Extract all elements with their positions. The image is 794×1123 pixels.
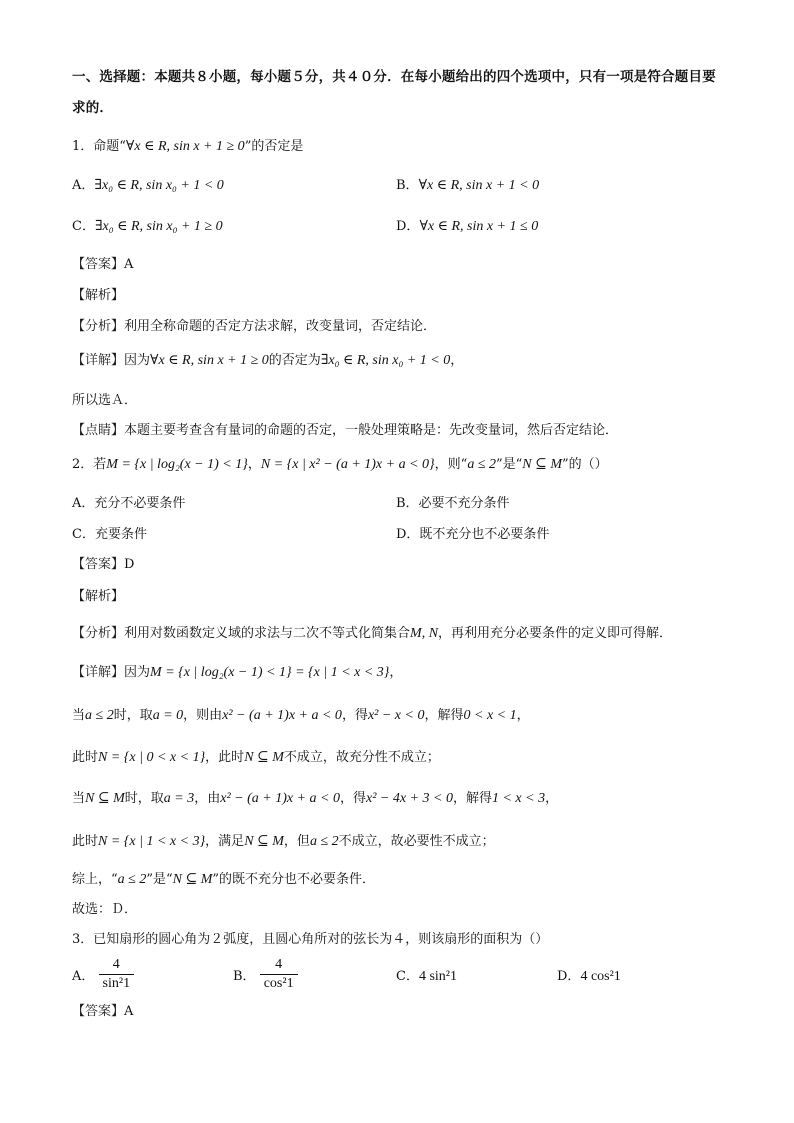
q2-d2-m2: a = 0 <box>152 708 184 723</box>
q2-d2-d: ，得 <box>341 708 368 723</box>
q2-detail-line6 <box>72 871 375 889</box>
q2-d2-c: ，则由 <box>183 708 223 723</box>
q2-d3-a: 此时 <box>72 750 99 765</box>
q2-d4-b: 时，取 <box>124 791 164 806</box>
q2-stem-cond1: a ≤ 2 <box>467 457 496 472</box>
q2-fenxi-math: M, N <box>410 626 439 641</box>
q3-option-b <box>233 956 298 993</box>
q2-stem <box>72 456 608 474</box>
q2-d6-a: 综上，“ <box>72 872 118 887</box>
q1-dianjing-text: 本题主要考查含有量词的命题的否定，一般处理策略是：先改变量词，然后否定结论． <box>124 423 619 438</box>
q1-option-d-math: ∀x ∈ R, sin x + 1 ≤ 0 <box>419 219 539 234</box>
q2-stem-set-m: M = {x | log₂(x − 1) < 1} <box>106 457 248 472</box>
q2-stem-tail1: ，则“ <box>434 457 468 472</box>
q2-detail-line5 <box>72 833 495 851</box>
answer-label: 【答案】 <box>72 557 125 572</box>
q3-option-b-denominator: cos²1 <box>263 976 294 991</box>
q2-d6-b: ”是“ <box>146 872 173 887</box>
q1-option-a-label: A． <box>72 178 95 193</box>
q2-d2-f: ， <box>516 708 530 723</box>
q1-option-d-label: D． <box>396 219 420 234</box>
q2-d3-m1: N = {x | 0 < x < 1} <box>98 750 206 765</box>
xiangjie-label: 【详解】 <box>72 353 125 368</box>
q2-d5-m1: N = {x | 1 < x < 3} <box>98 834 206 849</box>
q2-d4-d: ，得 <box>339 791 366 806</box>
q1-dianjing <box>72 422 618 440</box>
q3-option-a-label: A． <box>72 969 95 984</box>
q2-d1-b: ， <box>389 665 403 680</box>
q2-stem-sep: ， <box>247 457 261 472</box>
q2-d4-m5: 1 < x < 3 <box>491 791 546 806</box>
q1-option-b-math: ∀x ∈ R, sin x + 1 < 0 <box>418 178 540 193</box>
q1-detail-prefix: 因为 <box>124 353 151 368</box>
q1-option-c <box>72 218 223 236</box>
q2-stem-tail3: ”的（） <box>562 457 608 472</box>
q1-stem-suffix: ”的否定是 <box>244 139 304 154</box>
q2-detail-line2 <box>72 707 530 725</box>
q2-d4-m4: x² − 4x + 3 < 0 <box>366 791 453 806</box>
xiangjie-label: 【详解】 <box>72 665 125 680</box>
q1-detail-end: ， <box>450 353 464 368</box>
q2-d6-c: ”的既不充分也不必要条件． <box>212 872 376 887</box>
q2-d5-b: ，满足 <box>205 834 245 849</box>
q3-answer-value: A <box>124 1004 134 1019</box>
q2-fenxi-b: ，再利用充分必要条件的定义即可得解． <box>438 626 673 641</box>
q3-option-a-fraction <box>99 956 135 993</box>
dianjing-label: 【点睛】 <box>72 423 125 438</box>
q3-option-b-fraction <box>260 956 298 993</box>
q3-option-b-label: B． <box>233 969 256 984</box>
q2-d4-e: ，解得 <box>452 791 492 806</box>
q2-detail-line3 <box>72 749 440 767</box>
q1-option-c-math: ∃x₀ ∈ R, sin x₀ + 1 ≥ 0 <box>94 219 223 234</box>
q3-option-c-label: C． <box>396 969 419 984</box>
q2-d2-a: 当 <box>72 708 86 723</box>
q3-option-d-math: 4 cos²1 <box>580 969 621 984</box>
q1-stem <box>72 138 303 156</box>
q2-d5-c: ，但 <box>283 834 310 849</box>
q1-option-a <box>72 177 224 195</box>
q2-d1-math: M = {x | log₂(x − 1) < 1} = {x | 1 < x < 3} <box>150 665 390 680</box>
q3-option-c <box>396 968 457 986</box>
q1-detail-math1: ∀x ∈ R, sin x + 1 ≥ 0 <box>150 353 269 368</box>
q2-stem-num: 2．若 <box>72 457 107 472</box>
q2-d2-m3: x² − (a + 1)x + a < 0 <box>222 708 342 723</box>
q2-d6-m1: a ≤ 2 <box>117 872 147 887</box>
q2-fenxi <box>72 625 672 643</box>
q2-option-b: B．必要不充分条件 <box>396 496 510 511</box>
q2-d5-m2: N ⊆ M <box>244 834 284 849</box>
q2-d3-b: ，此时 <box>205 750 245 765</box>
q2-d4-m3: x² − (a + 1)x + a < 0 <box>220 791 340 806</box>
q2-analysis-label: 【解析】 <box>72 589 125 604</box>
q2-d2-m4: x² − x < 0 <box>367 708 425 723</box>
q2-d3-c: 不成立，故充分性不成立； <box>283 750 440 765</box>
section-heading-line2: 求的． <box>72 100 114 116</box>
q3-answer <box>72 1003 133 1021</box>
q2-conclusion: 故选：Ｄ． <box>72 902 138 917</box>
q2-d2-m1: a ≤ 2 <box>85 708 114 723</box>
q2-stem-set-n: N = {x | x² − (a + 1)x + a < 0} <box>260 457 435 472</box>
q3-option-d <box>557 968 621 986</box>
q2-d4-c: ，由 <box>194 791 221 806</box>
answer-label: 【答案】 <box>72 257 125 272</box>
q2-option-a: A．充分不必要条件 <box>72 496 186 511</box>
q2-d1-a: 因为 <box>124 665 151 680</box>
q2-option-d: D．既不充分也不必要条件 <box>396 527 550 542</box>
q2-option-c: C．充要条件 <box>72 527 147 542</box>
answer-label: 【答案】 <box>72 1004 125 1019</box>
q1-option-d <box>396 218 538 236</box>
fenxi-label: 【分析】 <box>72 626 125 641</box>
q1-option-b-label: B． <box>396 178 419 193</box>
q2-d5-m3: a ≤ 2 <box>309 834 339 849</box>
q3-option-a-numerator: 4 <box>99 956 135 975</box>
q1-detail-mid: 的否定为 <box>268 353 321 368</box>
q2-answer-value: D <box>124 557 135 572</box>
q2-detail-line4 <box>72 790 558 808</box>
q3-option-a <box>72 956 134 993</box>
q3-option-c-math: 4 sin²1 <box>418 969 457 984</box>
q2-d2-e: ，解得 <box>424 708 464 723</box>
q2-stem-cond2: N ⊆ M <box>522 457 563 472</box>
section-heading-line1: 一、选择题：本题共８小题，每小题５分，共４０分．在每小题给出的四个选项中，只有一项是符合题目要 <box>72 69 716 85</box>
q2-d5-a: 此时 <box>72 834 99 849</box>
q2-detail-line1 <box>72 664 402 682</box>
q3-option-a-denominator: sin²1 <box>102 976 131 991</box>
q1-stem-prefix: 1．命题“ <box>72 139 126 154</box>
q2-answer <box>72 556 134 574</box>
q2-d6-m2: N ⊆ M <box>172 872 213 887</box>
q1-option-c-label: C． <box>72 219 95 234</box>
q2-d4-f: ， <box>545 791 559 806</box>
q1-stem-math: ∀x ∈ R, sin x + 1 ≥ 0 <box>125 139 245 154</box>
q2-stem-tail2: ”是“ <box>496 457 523 472</box>
q2-d2-b: 时，取 <box>113 708 153 723</box>
q2-d4-m2: a = 3 <box>163 791 195 806</box>
q2-d4-m1: N ⊆ M <box>85 791 125 806</box>
q2-d5-d: 不成立，故必要性不成立； <box>338 834 495 849</box>
q1-answer <box>72 256 133 274</box>
fenxi-label: 【分析】 <box>72 319 125 334</box>
q1-conclusion: 所以选Ａ． <box>72 393 138 408</box>
q1-answer-value: A <box>124 257 134 272</box>
q1-option-b <box>396 177 539 195</box>
q1-fenxi <box>72 318 436 336</box>
q1-option-a-math: ∃x₀ ∈ R, sin x₀ + 1 < 0 <box>94 178 224 193</box>
q1-fenxi-text: 利用全称命题的否定方法求解，改变量词，否定结论． <box>124 319 437 334</box>
q3-option-d-label: D． <box>557 969 581 984</box>
q2-d4-a: 当 <box>72 791 86 806</box>
q1-detail <box>72 352 463 370</box>
q3-stem: 3．已知扇形的圆心角为２弧度，且圆心角所对的弦长为４，则该扇形的面积为（） <box>72 932 549 947</box>
q3-option-b-numerator: 4 <box>260 956 298 975</box>
q2-d3-m2: N ⊆ M <box>244 750 284 765</box>
q2-d2-m5: 0 < x < 1 <box>463 708 517 723</box>
q2-fenxi-a: 利用对数函数定义域的求法与二次不等式化简集合 <box>124 626 411 641</box>
q1-analysis-label: 【解析】 <box>72 288 125 303</box>
q1-detail-math2: ∃x₀ ∈ R, sin x₀ + 1 < 0 <box>320 353 451 368</box>
